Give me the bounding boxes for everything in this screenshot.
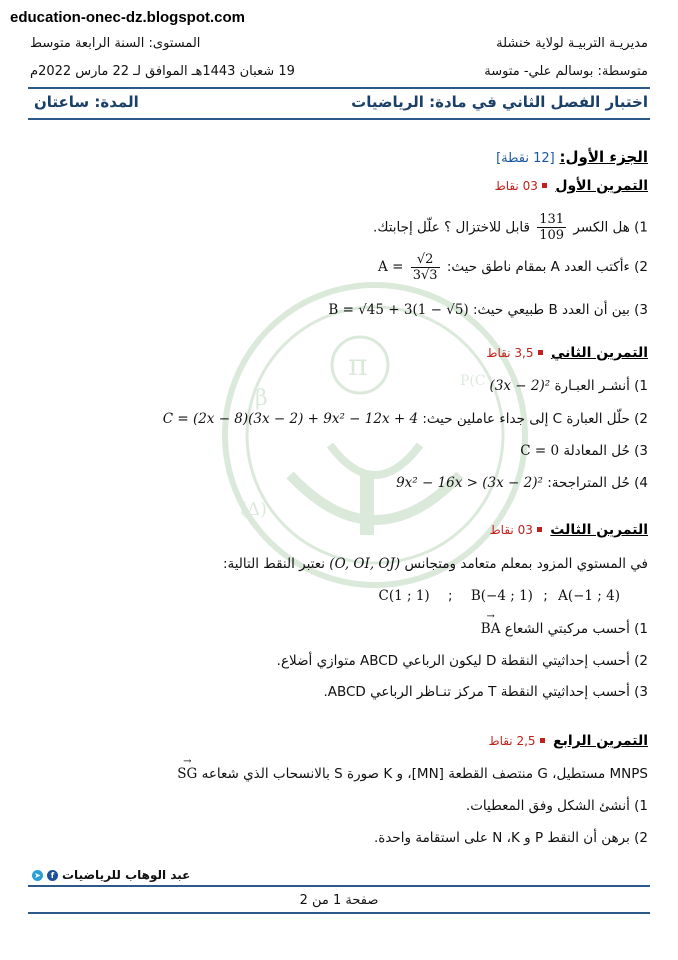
ex2-q2	[163, 411, 648, 427]
ex3-intro-math: (O, OI, OJ)	[329, 556, 401, 572]
ex3-intro-b: نعتبر النقط التالية:	[222, 556, 325, 572]
ex1-q1	[373, 212, 648, 243]
ex1-q3-math: B = √45 + 3(1 − √5)	[328, 302, 469, 318]
exam-title: اختبار الفصل الثاني في مادة: الرياضيات	[351, 93, 648, 111]
ex1-points: 03 نقاط	[494, 179, 538, 193]
ex2-q3	[520, 443, 648, 459]
ex2-points: 3,5 نقاط	[486, 346, 534, 360]
header-directorate: مديريـة التربيـة لولاية خنشلة	[496, 36, 648, 51]
ex1-q2-den: 3√3	[412, 268, 438, 283]
ex3-q2: 2) أحسب إحداثيتي النقطة D ليكون الرباعي ABCD متوازي أضلاع.	[276, 653, 648, 669]
part1-points: [12 نقطة]	[496, 151, 555, 166]
ex4-header	[488, 733, 648, 749]
ex2-q3-math: C = 0	[520, 443, 560, 459]
ex4-points: 2,5 نقاط	[488, 734, 536, 748]
svg-text:β: β	[255, 386, 268, 411]
ex1-q1-num: 131	[539, 212, 565, 227]
ex4-q1: 1) أنشئ الشكل وفق المعطيات.	[465, 798, 648, 814]
ex1-q1-fraction	[537, 212, 566, 243]
ex3-point-a: A(−1 ; 4)	[558, 588, 620, 604]
ex2-q2-text: 2) حلّل العبارة C إلى جداء عاملين حيث:	[422, 411, 648, 427]
ex3-q1	[481, 621, 648, 637]
ex3-point-c: C(1 ; 1)	[378, 588, 430, 604]
ex4-title: التمرين الرابع	[553, 733, 648, 749]
ex1-header	[495, 178, 648, 194]
ex1-q3	[328, 302, 648, 318]
ex2-q1-math: (3x − 2)²	[489, 378, 551, 394]
title-divider	[28, 118, 650, 120]
svg-text:(Δ): (Δ)	[240, 499, 268, 520]
svg-text:π: π	[348, 348, 368, 383]
facebook-icon[interactable]: f	[47, 870, 58, 881]
ex2-q1-text: 1) أنشـر العبـارة	[554, 378, 648, 394]
ex4-q2: 2) برهن أن النقط P و N ،K على استقامة واحدة.	[373, 830, 648, 846]
ex1-q2	[378, 252, 648, 283]
ex2-header	[486, 345, 648, 361]
ex1-q3-text: 3) بين أن العدد B طبيعي حيث:	[472, 302, 648, 318]
ex3-intro-a: في المستوي المزود بمعلم متعامد ومتجانس	[404, 556, 648, 572]
ex3-header	[490, 522, 648, 538]
footer-divider	[28, 885, 650, 887]
ex2-q4-text: 4) حُل المتراجحة:	[547, 475, 648, 491]
ex3-sep-2: ;	[448, 588, 453, 604]
ex1-q1-den: 109	[539, 228, 565, 243]
header-date: 19 شعبان 1443هـ الموافق لـ 22 مارس 2022م	[30, 64, 295, 79]
site-url: education-onec-dz.blogspot.com	[10, 9, 245, 26]
ex3-points-badge	[490, 523, 546, 537]
ex3-intro	[223, 556, 648, 572]
header-level: المستوى: السنة الرابعة متوسط	[30, 36, 201, 51]
page-number: صفحة 1 من 2	[299, 893, 379, 908]
ex1-q1-tail: قابل للاختزال ؟ علّل إجابتك.	[373, 219, 530, 236]
ex4-intro-vector: → SG	[177, 766, 197, 782]
ex4-intro	[177, 766, 648, 782]
exam-duration: المدة: ساعتان	[34, 93, 139, 111]
header-school: متوسطة: بوسالم علي- متوسة	[484, 64, 648, 79]
ex2-q2-math: C = (2x − 8)(3x − 2) + 9x² − 12x + 4	[162, 411, 419, 427]
ex2-q4	[396, 475, 648, 491]
ex3-points: 03 نقاط	[489, 523, 533, 537]
ex1-title: التمرين الأول	[555, 178, 648, 194]
ex3-q1-vector: → BA	[481, 621, 501, 637]
ex3-q3: 3) أحسب إحداثيتي النقطة T مركز تنـاظر الرباعي ABCD.	[323, 684, 648, 700]
ex3-title: التمرين الثالث	[550, 522, 648, 538]
footer-brand-text: عبد الوهاب للرياضيات	[62, 868, 191, 882]
ex2-points-badge	[486, 346, 546, 360]
footer-brand	[32, 868, 190, 882]
ex3-sep-1: ;	[543, 588, 548, 604]
header-divider	[28, 87, 650, 89]
ex1-q2-fraction	[411, 252, 440, 283]
ex3-q1-text: 1) أحسب مركبتي الشعاع	[504, 621, 648, 637]
telegram-icon[interactable]: ➤	[32, 870, 43, 881]
footer-bottom-divider	[28, 912, 650, 914]
ex3-points-list	[379, 588, 620, 604]
ex4-intro-text: MNPS مستطيل، G منتصف القطعة [MN]، و K صورة S بالانسحاب الذي شعاعه	[201, 766, 648, 782]
ex1-q2-math	[378, 252, 442, 283]
part1-header	[496, 148, 648, 166]
ex2-q3-text: 3) حُل المعادلة	[563, 443, 648, 459]
ex1-q2-text: 2) ءأكتب العدد A بمقام ناطق حيث:	[446, 259, 648, 275]
part1-title: الجزء الأول:	[559, 148, 648, 166]
ex4-points-badge	[488, 734, 548, 748]
ex2-q4-math: 9x² − 16x > (3x − 2)²	[396, 475, 543, 491]
ex1-q1-text: 1) هل الكسر	[573, 219, 648, 236]
ex1-q2-lhs: A =	[378, 259, 404, 275]
ex1-q2-num: √2	[411, 252, 440, 268]
ex2-title: التمرين الثاني	[550, 345, 648, 361]
ex2-q1	[490, 378, 648, 394]
ex1-points-badge	[495, 179, 551, 193]
svg-text:P(C: P(C	[460, 373, 486, 389]
ex3-point-b: B(−4 ; 1)	[470, 588, 533, 604]
